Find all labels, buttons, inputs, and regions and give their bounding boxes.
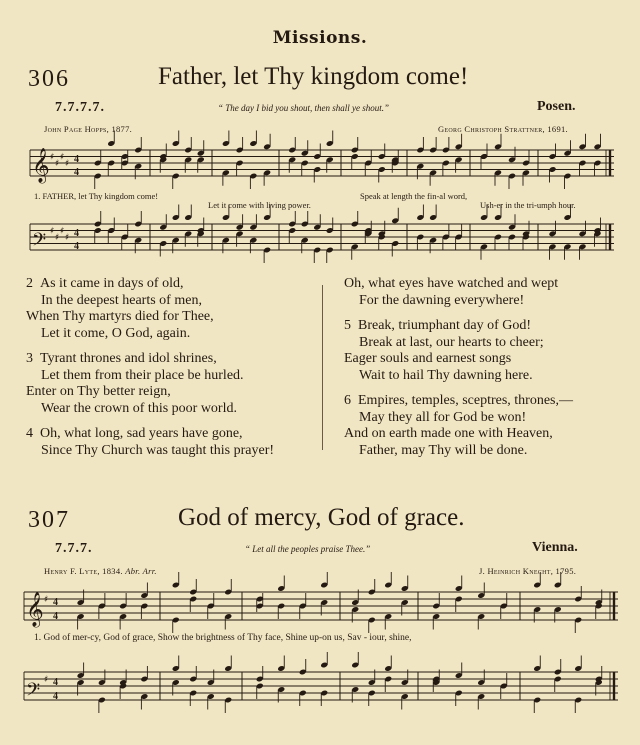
svg-text:𝄢: 𝄢 [32,230,47,255]
verse-4: 4 Oh, what long, sad years have gone, Since Thy Church was taught this prayer! [26,426,275,458]
svg-text:4: 4 [74,167,79,178]
svg-text:♯: ♯ [50,226,55,237]
tune-name: Posen. [537,99,576,114]
svg-text:♯: ♯ [65,233,70,243]
svg-text:4: 4 [74,241,79,252]
hymn-meter: 7.7.7. [55,541,93,556]
lyric-underlay-line: 1. FATHER, let Thy kingdom come! [34,191,159,201]
lyric-underlay-line: Let it come with living power. [208,200,311,210]
hymn-title: Father, let Thy kingdom come! [158,63,469,90]
svg-text:𝄢: 𝄢 [26,680,41,705]
lyric-underlay-line: 1. God of mer-cy, God of grace, Show the brightness of Thy face, Shine up-on us, Sav - iour, shine, [34,633,412,643]
svg-text:♯: ♯ [50,152,55,163]
composer-credit: J. Heinrich Knecht, 1795. [479,566,577,576]
hymn-meter: 7.7.7.7. [55,100,105,115]
verse-4-continued: Oh, what eyes have watched and wept For the dawning everywhere! [344,276,559,308]
svg-text:4: 4 [53,597,58,608]
hymn-epigraph: “ Let all the peoples praise Thee.” [245,544,371,554]
svg-text:♯: ♯ [60,226,65,237]
svg-text:♯: ♯ [65,159,70,169]
verse-5: 5 Break, triumphant day of God! Break at last, our hearts to cheer; Eager souls and earnest songs Wait to hail Thy dawning here. [344,318,544,383]
verses-right-column [344,276,573,459]
svg-text:♯: ♯ [60,152,65,163]
hymn-epigraph: “ The day I bid you shout, then shall ye shout.” [218,103,389,113]
svg-text:4: 4 [53,677,58,688]
svg-text:𝄞: 𝄞 [32,148,50,183]
section-title: Missions. [272,28,368,48]
svg-text:4: 4 [74,228,79,239]
verse-6: 6 Empires, temples, sceptres, thrones,— May they all for God be won! And on earth made one with Heaven, Father, may Thy will be done. [344,393,574,458]
verses-left-column [26,276,274,459]
lyric-underlay-line: Ush-er in the tri-umph hour. [480,200,576,210]
composer-credit: Georg Christoph Strattner, 1691. [438,124,568,134]
author-credit: Henry F. Lyte, 1834. Abr. Arr. [44,566,157,576]
svg-text:4: 4 [53,691,58,702]
svg-text:♯: ♯ [55,233,60,243]
column-divider [322,285,323,450]
svg-text:4: 4 [74,154,79,165]
hymn-number: 307 [28,507,70,533]
hymn-title: God of mercy, God of grace. [178,504,465,531]
svg-text:♯: ♯ [44,595,49,605]
verse-2: 2 As it came in days of old, In the deepest hearts of men, When Thy martyrs died for Thee, Let it come, O God, again. [26,276,214,341]
svg-text:𝄞: 𝄞 [26,592,44,627]
hymn-number: 306 [28,66,70,92]
author-credit: John Page Hopps, 1877. [44,124,133,134]
lyric-underlay-line: Speak at length the fin-al word, [360,191,468,201]
svg-text:♯: ♯ [55,159,60,169]
svg-text:4: 4 [53,611,58,622]
tune-name: Vienna. [532,540,578,555]
verse-3: 3 Tyrant thrones and idol shrines, Let them from their place be hurled. Enter on Thy better reign, Wear the crown of this poor world. [26,351,244,416]
svg-text:♯: ♯ [44,675,49,685]
